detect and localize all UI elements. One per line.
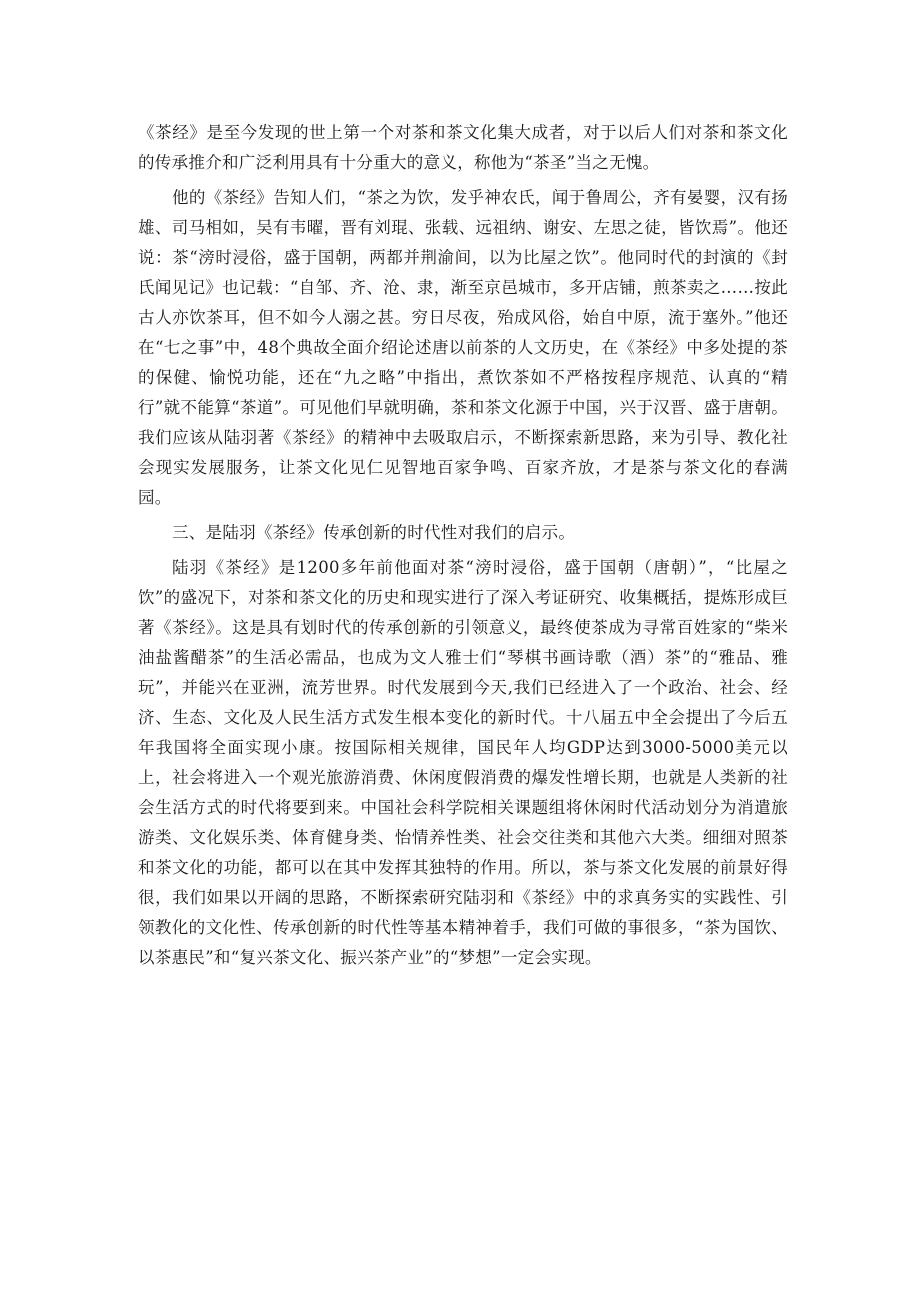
paragraph-modern-era: 陆羽《茶经》是1200多年前他面对茶“滂时浸俗，盛于国朝（唐朝）”，“比屋之饮”的盛况下，对茶和茶文化的历史和现实进行了深入考证研究、收集概括，提炼形成巨著《茶经》。这是具有划时代的传承创新的引领意义，最终使茶成为寻常百姓家的“柴米油盐酱醋茶”的生活必需品，也成为文人雅士们“琴棋书画诗歌（酒）茶”的“雅品、雅玩”，并能兴在亚洲，流芳世界。时代发展到今天,我们已经进入了一个政治、社会、经济、生态、文化及人民生活方式发生根本变化的新时代。十八届五中全会提出了今后五年我国将全面实现小康。按国际相关规律，国民年人均GDP达到3000-5000美元以上，社会将进入一个观光旅游消费、休闲度假消费的爆发性增长期，也就是人类新的社会生活方式的时代将要到来。中国社会科学院相关课题组将休闲时代活动划分为消遣旅游类、文化娱乐类、体育健身类、怡情养性类、社会交往类和其他六大类。细细对照茶和茶文化的功能，都可以在其中发挥其独特的作用。所以，茶与茶文化发展的前景好得很，我们如果以开阔的思路，不断探索研究陆羽和《茶经》中的求真务实的实践性、引领教化的文化性、传承创新的时代性等基本精神着手，我们可做的事很多，“茶为国饮、以茶惠民”和“复兴茶文化、振兴茶产业”的“梦想”一定会实现。 xyxy=(138,558,788,967)
paragraph-tea-classic-quotes: 他的《茶经》告知人们，“茶之为饮，发乎神农氏，闻于鲁周公，齐有晏婴，汉有扬雄、司马相如，吴有韦曜，晋有刘琨、张载、远祖纳、谢安、左思之徒，皆饮焉”。他还说：茶“滂时浸俗，盛于国朝，两都并荆渝间，以为比屋之饮”。他同时代的封演的《封氏闻见记》也记载：“自邹、齐、沧、隶，渐至京邑城市，多开店铺，煎茶卖之……按此古人亦饮茶耳，但不如今人溺之甚。穷日尽夜，殆成风俗，始自中原，流于塞外。”他还在“七之事”中，48个典故全面介绍论述唐以前茶的人文历史，在《茶经》中多处提的茶的保健、愉悦功能，还在“九之略”中指出，煮饮茶如不严格按程序规范、认真的“精行”就不能算“茶道”。可见他们早就明确，茶和茶文化源于中国，兴于汉晋、盛于唐朝。我们应该从陆羽著《茶经》的精神中去吸取启示，不断探索新思路，来为引导、教化社会现实发展服务，让茶文化见仁见智地百家争鸣、百家齐放，才是茶与茶文化的春满园。 xyxy=(138,188,788,507)
paragraph-continuation: 《茶经》是至今发现的世上第一个对茶和茶文化集大成者，对于以后人们对茶和茶文化的传承推介和广泛利用具有十分重大的意义，称他为“茶圣”当之无愧。 xyxy=(138,123,788,172)
document-body xyxy=(138,118,788,978)
section-heading: 三、是陆羽《茶经》传承创新的时代性对我们的启示。 xyxy=(172,523,576,542)
